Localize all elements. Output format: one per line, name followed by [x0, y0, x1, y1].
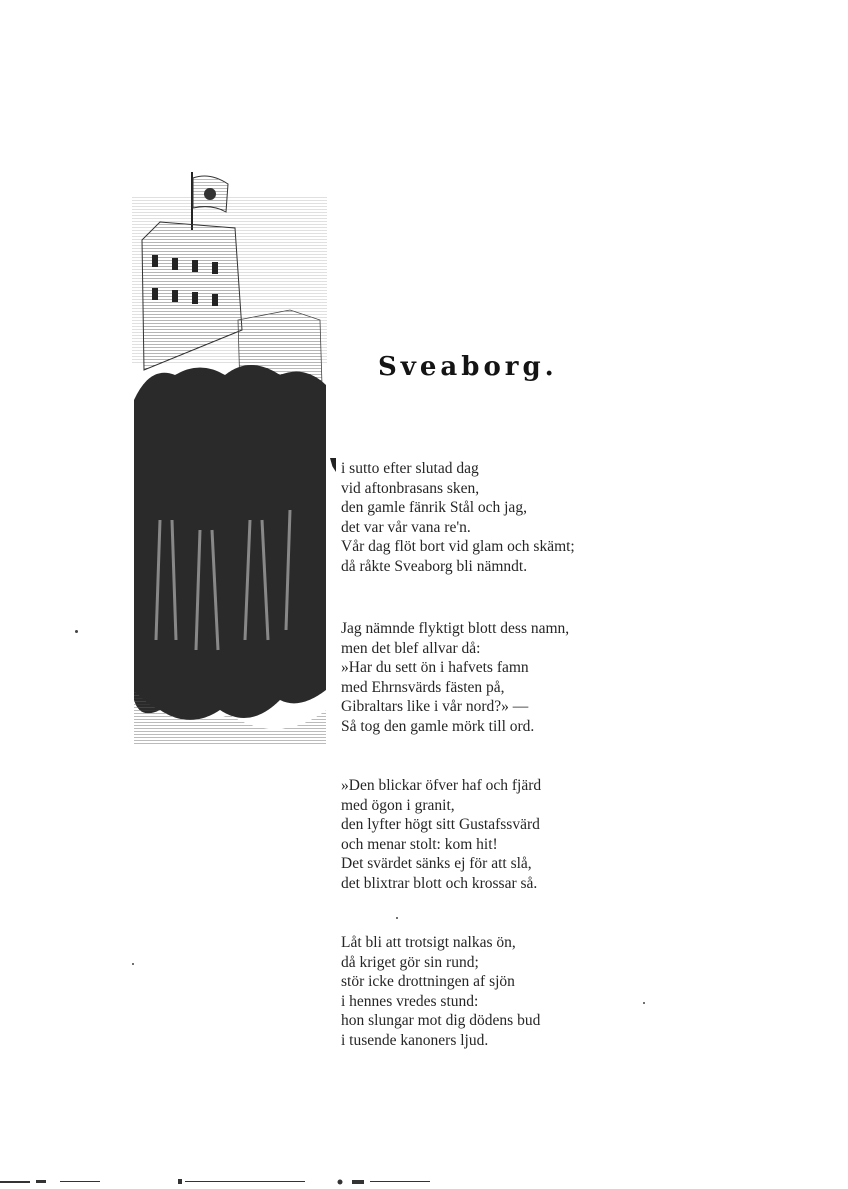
verse-line: Så tog den gamle mörk till ord.	[341, 717, 535, 735]
poem-title: Sveaborg.	[378, 352, 558, 383]
verse-line: i hennes vredes stund:	[341, 992, 479, 1010]
scan-speck	[643, 1002, 645, 1004]
verse-line: den gamle fänrik Stål och jag,	[341, 499, 527, 517]
verse-line: i tusende kanoners ljud.	[341, 1031, 489, 1049]
soldiers-crowd	[134, 365, 326, 720]
verse-line: den lyfter högt sitt Gustafssvärd	[341, 816, 540, 834]
verse-line: då kriget gör sin rund;	[341, 953, 479, 971]
verse-line: med ögon i granit,	[341, 796, 455, 814]
verse-line: med Ehrnsvärds fästen på,	[341, 678, 505, 696]
scan-speck	[132, 963, 134, 965]
verse-line: Låt bli att trotsigt nalkas ön,	[341, 934, 516, 951]
verse-line: i sutto efter slutad dag	[341, 460, 479, 477]
verse-line: Det svärdet sänks ej för att slå,	[341, 855, 532, 873]
verse-line: Jag nämnde flyktigt blott dess namn,	[341, 620, 570, 637]
verse-line: det blixtrar blott och krossar så.	[341, 874, 538, 892]
verse-line: men det blef allvar då:	[341, 639, 481, 657]
stanza-4	[341, 933, 540, 1051]
verse-line: vid aftonbrasans sken,	[341, 479, 480, 497]
scan-speck	[396, 917, 398, 919]
verse-line: stör icke drottningen af sjön	[341, 973, 515, 991]
verse-line: då råkte Sveaborg bli nämndt.	[341, 557, 528, 575]
scan-speck	[75, 630, 78, 633]
verse-line: det var vår vana re'n.	[341, 518, 471, 536]
verse-line: »Har du sett ön i hafvets famn	[341, 659, 529, 677]
stanza-1	[341, 459, 575, 577]
page-edge-artifact	[0, 1170, 848, 1176]
verse-line: och menar stolt: kom hit!	[341, 835, 498, 853]
verse-line: hon slungar mot dig dödens bud	[341, 1012, 541, 1030]
verse-line: Vår dag flöt bort vid glam och skämt;	[341, 538, 575, 556]
stanza-3	[341, 776, 541, 894]
verse-line: »Den blickar öfver haf och fjärd	[341, 777, 542, 794]
dropcap-mark	[330, 458, 336, 472]
engraving-illustration	[130, 170, 330, 745]
stanza-2	[341, 619, 569, 737]
verse-line: Gibraltars like i vår nord?» —	[341, 698, 529, 716]
